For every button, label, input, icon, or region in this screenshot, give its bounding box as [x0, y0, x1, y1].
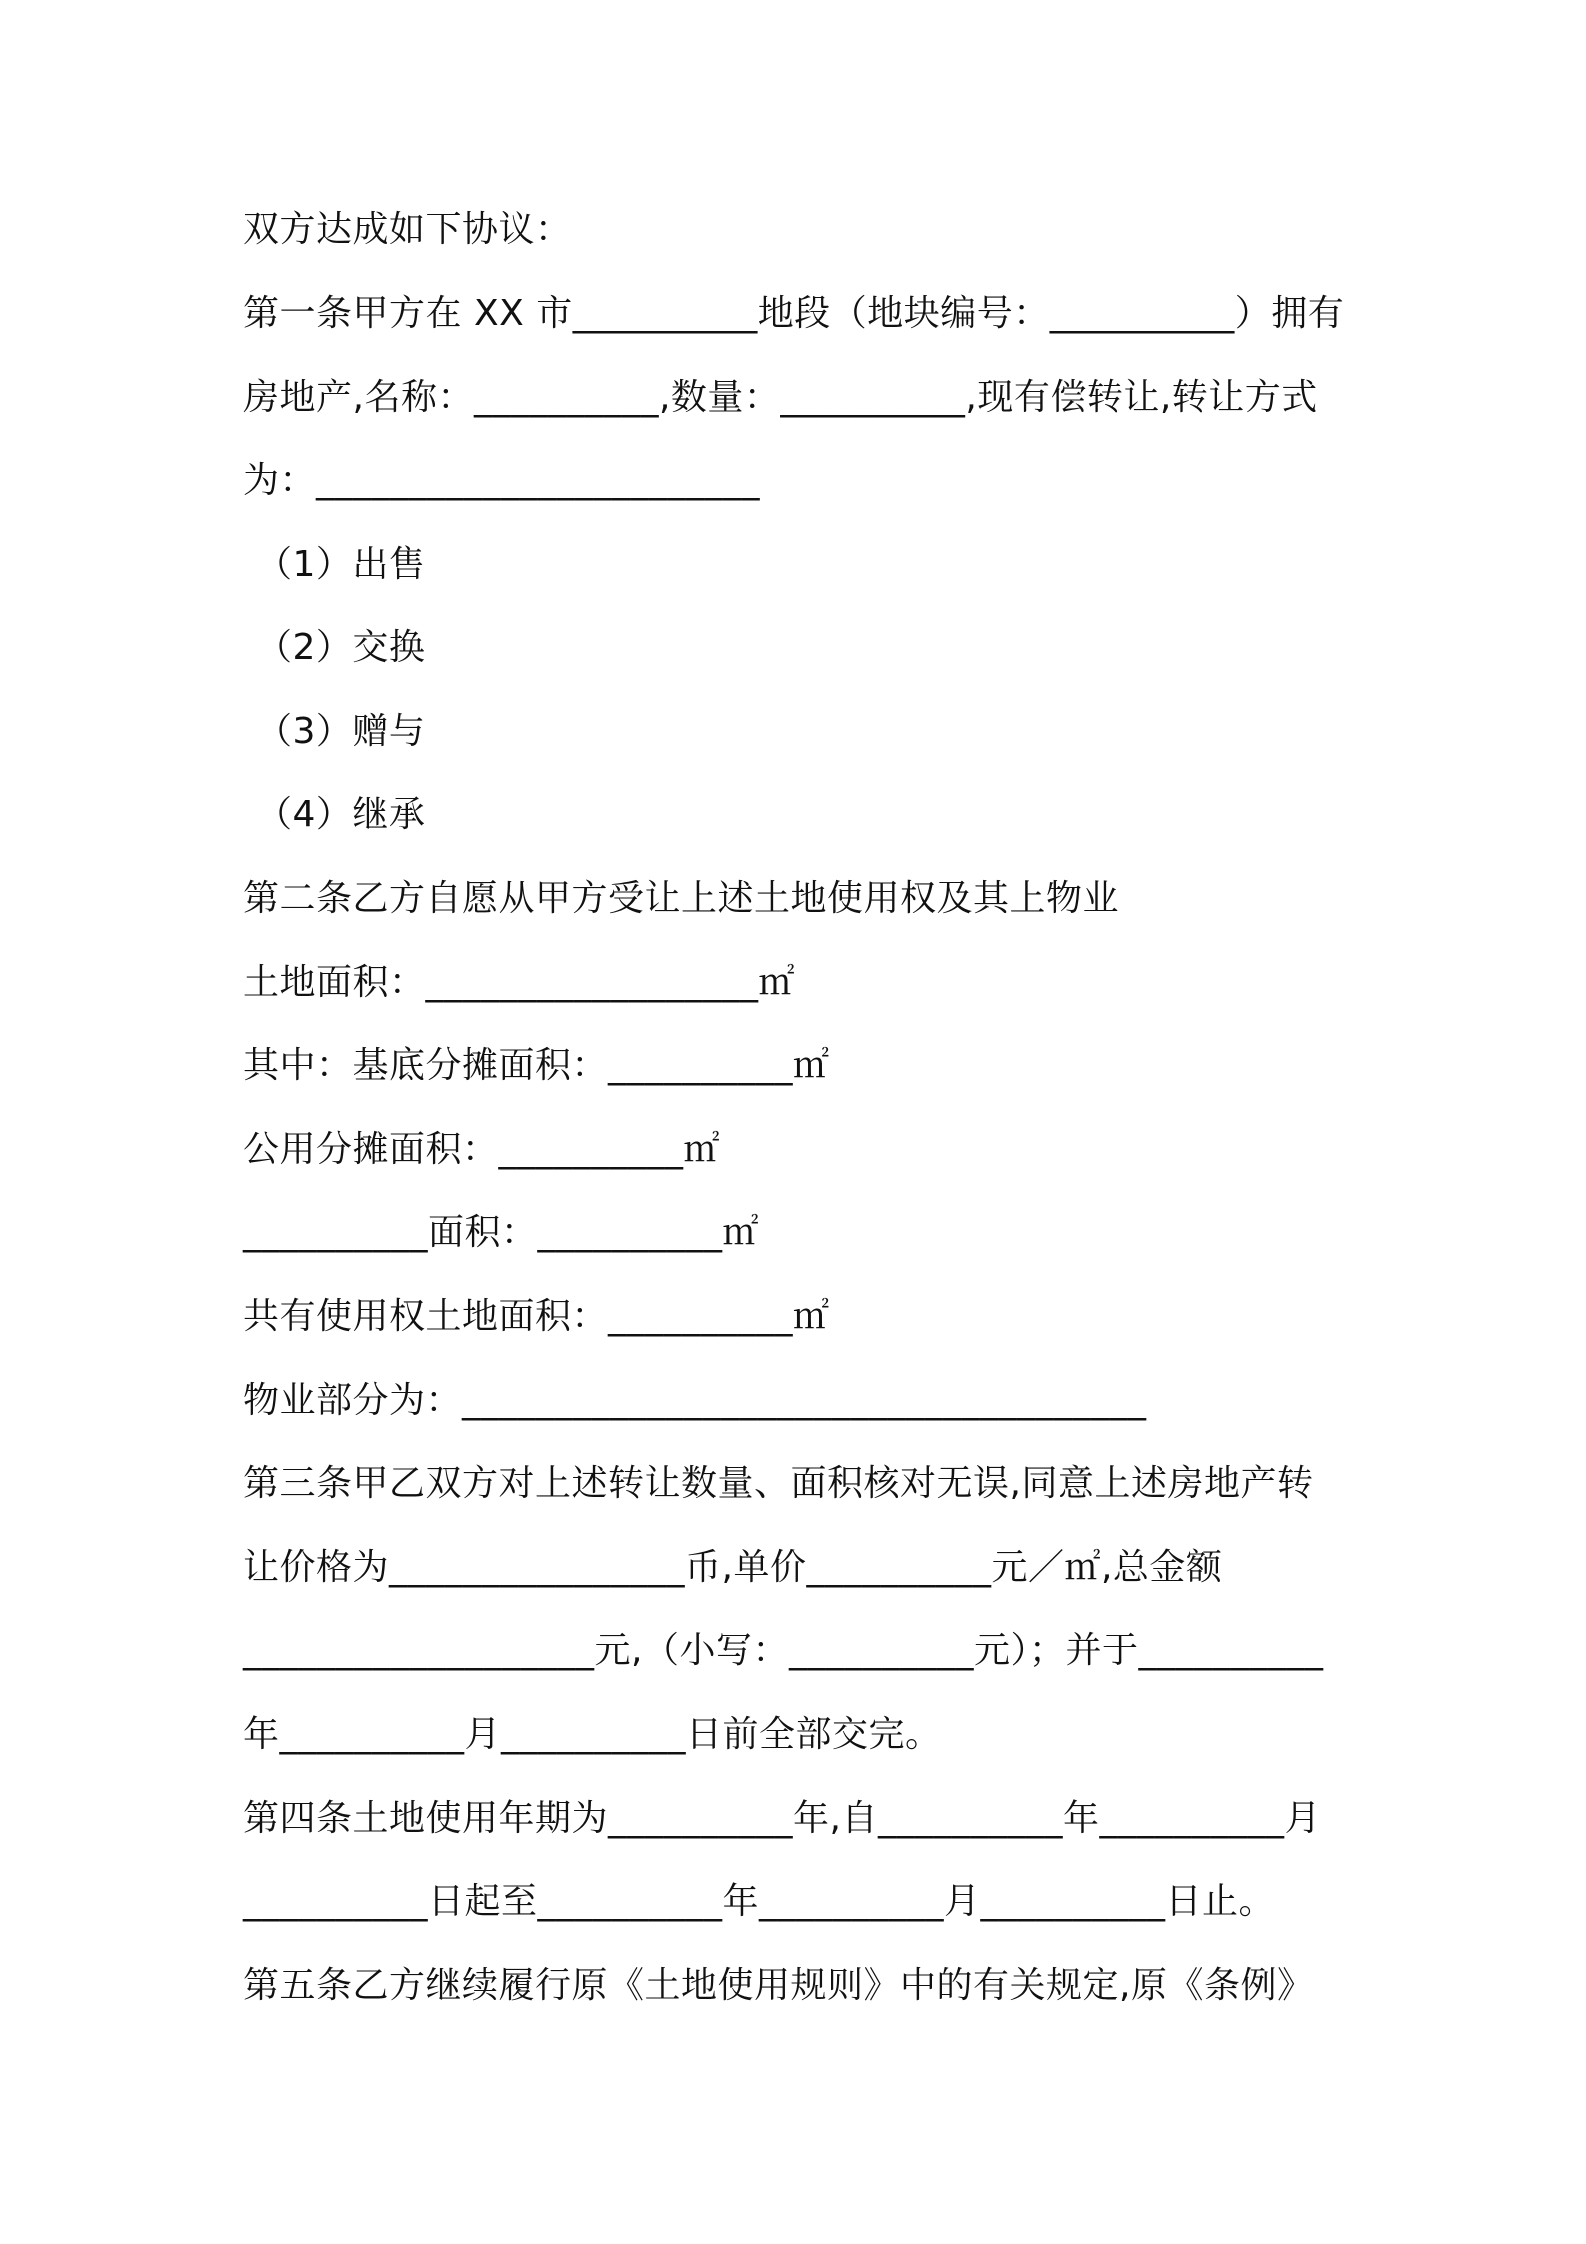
article-3-line-4: 年__________月__________日前全部交完。 — [243, 1714, 942, 1755]
article-3-line-1: 第三条甲乙双方对上述转让数量、面积核对无误,同意上述房地产转 — [243, 1463, 1314, 1504]
article-3-line-3: ___________________元,（小写：__________元）；并于__________ — [243, 1630, 1324, 1671]
option-exchange: （2）交换 — [256, 627, 426, 668]
public-area-line: 公用分摊面积：__________㎡ — [243, 1129, 721, 1170]
article-1-line-3: 为：________________________ — [243, 460, 760, 501]
article-4-line-2: __________日起至__________年__________月__________日止。 — [243, 1881, 1276, 1922]
article-5-line-1: 第五条乙方继续履行原《土地使用规则》中的有关规定,原《条例》 — [243, 1965, 1314, 2006]
article-1-line-2: 房地产,名称：__________,数量：__________,现有偿转让,转让方式 — [243, 377, 1318, 418]
other-area-line: __________面积：__________㎡ — [243, 1212, 760, 1253]
intro-line: 双方达成如下协议： — [243, 209, 572, 250]
article-1-line-1: 第一条甲方在 XX 市__________地段（地块编号：__________）拥有 — [243, 293, 1345, 334]
property-part-line: 物业部分为：_____________________________________ — [243, 1380, 1147, 1421]
base-area-line: 其中：基底分摊面积：__________㎡ — [243, 1045, 830, 1086]
option-inherit: （4）继承 — [256, 794, 426, 835]
article-3-line-2: 让价格为________________币,单价__________元／㎡,总金额 — [243, 1547, 1223, 1588]
shared-area-line: 共有使用权土地面积：__________㎡ — [243, 1296, 830, 1337]
article-2-line: 第二条乙方自愿从甲方受让上述土地使用权及其上物业 — [243, 878, 1120, 919]
option-gift: （3）赠与 — [256, 711, 426, 752]
land-area-line: 土地面积：__________________㎡ — [243, 962, 796, 1003]
option-sale: （1）出售 — [256, 544, 426, 585]
article-4-line-1: 第四条土地使用年期为__________年,自__________年__________月 — [243, 1798, 1321, 1839]
